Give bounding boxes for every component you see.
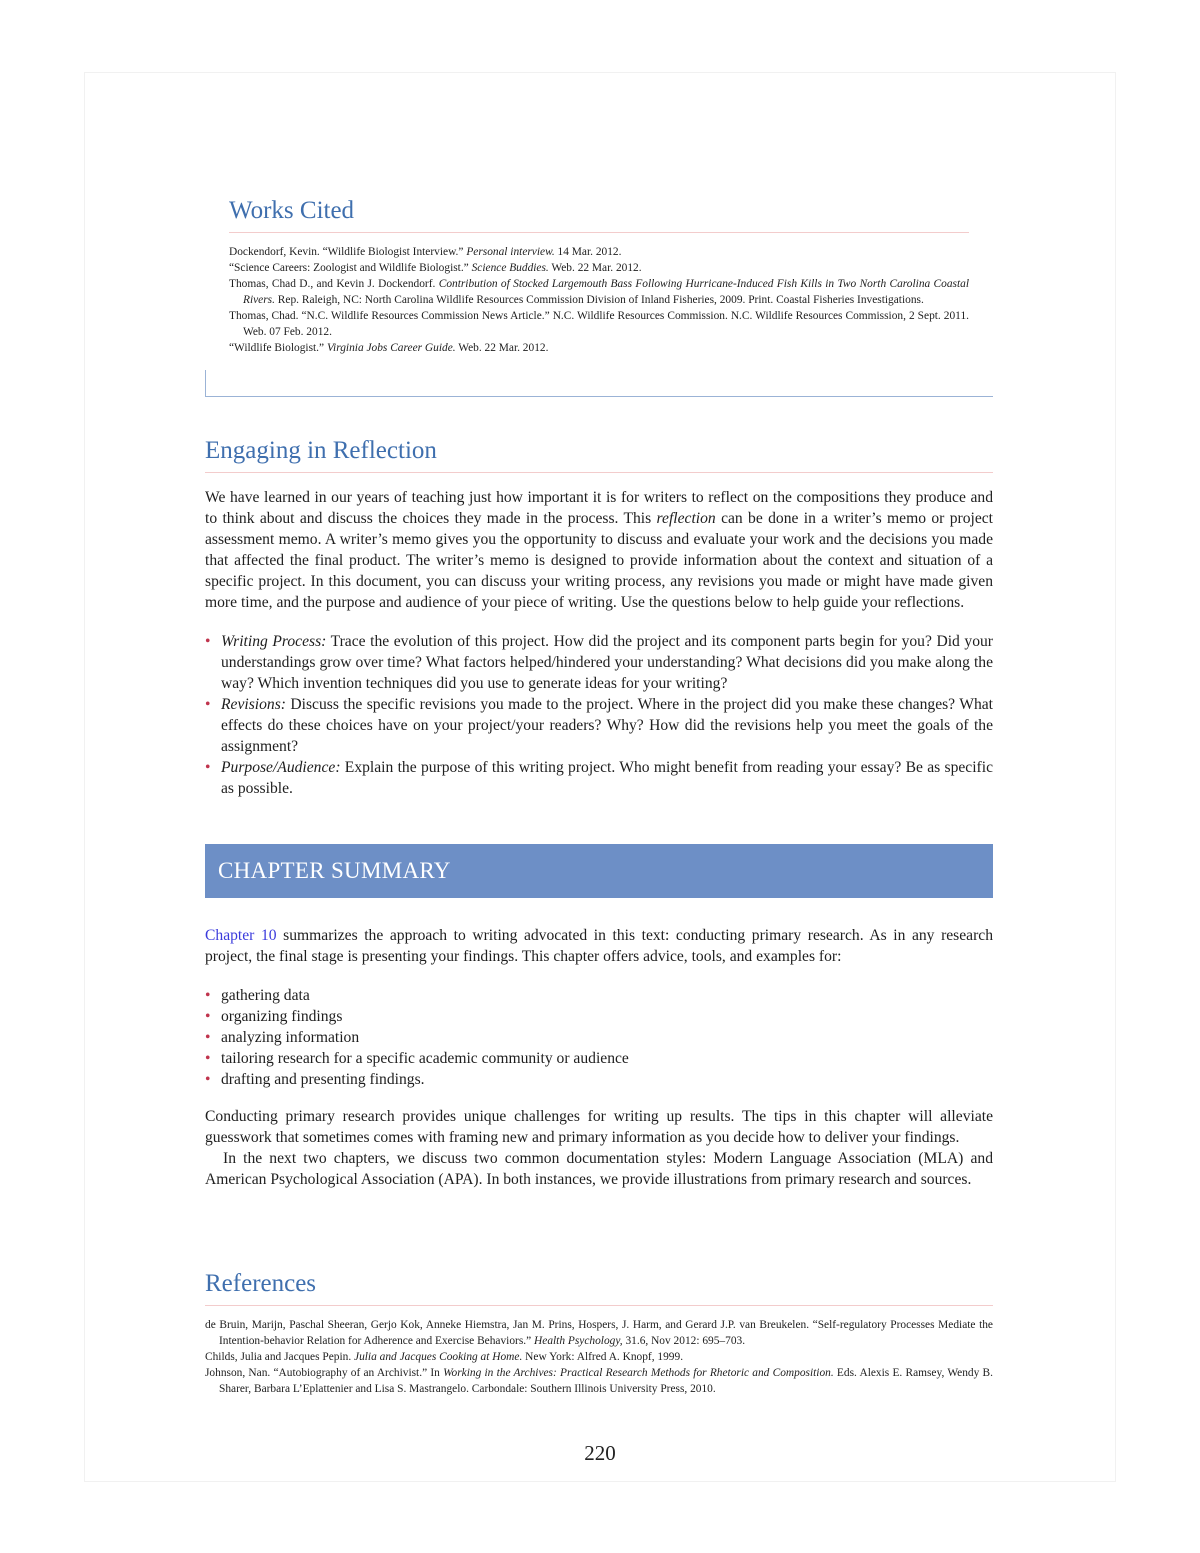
bullet-icon: •	[205, 1029, 211, 1046]
bullet-icon: •	[205, 759, 211, 776]
list-item: • analyzing information	[205, 1029, 360, 1046]
citation-entry: “Science Careers: Zoologist and Wildlife Biologist.” Science Buddies. Web. 22 Mar. 2012.	[229, 262, 642, 274]
citation-entry: Dockendorf, Kevin. “Wildlife Biologist Interview.” Personal interview. 14 Mar. 2012.	[229, 246, 622, 258]
references-list	[205, 1317, 993, 1397]
summary-list	[205, 985, 993, 1090]
summary-paragraph: Conducting primary research provides unique challenges for writing up results. The tips in this chapter will alleviate guesswork that sometimes comes with framing new and primary information as you decide how to deliver your findings.	[205, 1108, 993, 1146]
citation-entry: Thomas, Chad D., and Kevin J. Dockendorf. Contribution of Stocked Largemouth Bass Following Hurricane-Induced Fish Kills in Two North Carolina Coastal Rivers. Rep. Raleigh, NC: North Carolina Wildlife Resources Commission Division of Inland Fisheries, 2009. Print. Coastal Fisheries Investigations.	[229, 278, 970, 306]
summary-paragraph: In the next two chapters, we discuss two common documentation styles: Modern Language Association (MLA) and American Psychological Association (APA). In both instances, we provide illustrations from primary research and sources.	[205, 1150, 993, 1188]
citation-entry: “Wildlife Biologist.” Virginia Jobs Career Guide. Web. 22 Mar. 2012.	[229, 342, 549, 354]
list-item: • organizing findings	[205, 1008, 343, 1025]
chapter-summary-banner: CHAPTER SUMMARY	[205, 844, 993, 898]
heading-rule	[229, 232, 969, 233]
page-number: 220	[584, 1441, 616, 1465]
example-frame-left	[205, 370, 206, 397]
chapter-link[interactable]: Chapter 10	[205, 927, 277, 944]
reference-entry: de Bruin, Marijn, Paschal Sheeran, Gerjo Kok, Anneke Hiemstra, Jan M. Prins, Hospers, J. Harm, and Gerard J.P. van Breukelen. “Self-regulatory Processes Mediate the Intention-behavior Relation for Adherence and Exercise Behaviors.” Health Psychology, 31.6, Nov 2012: 695–703.	[205, 1319, 993, 1347]
bullet-icon: •	[205, 696, 211, 713]
list-item: • Purpose/Audience: Explain the purpose of this writing project. Who might benefit from reading your essay? Be as specific as possible.	[205, 759, 993, 797]
reflection-body	[205, 487, 993, 613]
summary-section	[205, 925, 993, 1190]
reflection-paragraph: We have learned in our years of teaching just how important it is for writers to reflect on the compositions they produce and to think about and discuss the choices they made in the process. This reflection can be done in a writer’s memo or project assessment memo. A writer’s memo gives you the opportunity to discuss and evaluate your work and the decisions you made that affected the final product. The writer’s memo is designed to provide information about the context and situation of a specific project. In this document, you can discuss your writing process, any revisions you made or might have made given more time, and the purpose and audience of your piece of writing. Use the questions below to help guide your reflections.	[205, 489, 993, 611]
works-cited-list	[229, 244, 969, 356]
bullet-icon: •	[205, 987, 211, 1004]
list-item: • gathering data	[205, 987, 310, 1004]
reference-entry: Johnson, Nan. “Autobiography of an Archivist.” In Working in the Archives: Practical Research Methods for Rhetoric and Composition. Eds. Alexis E. Ramsey, Wendy B. Sharer, Barbara L’Eplattenier and Lisa S. Mastrangelo. Carbondale: Southern Illinois University Press, 2010.	[205, 1367, 993, 1395]
reference-entry: Childs, Julia and Jacques Pepin. Julia and Jacques Cooking at Home. New York: Alfred A. Knopf, 1999.	[205, 1351, 684, 1363]
example-frame-bottom	[205, 396, 993, 397]
list-item: • Writing Process: Trace the evolution of this project. How did the project and its component parts begin for you? Did your understandings grow over time? What factors helped/hindered your understanding? What decisions did you make along the way? Which invention techniques did you use to generate ideas for your writing?	[205, 633, 993, 692]
heading-rule	[205, 1305, 993, 1306]
list-item: • Revisions: Discuss the specific revisions you made to the project. Where in the project did you make these changes? What effects do these choices have on your project/your readers? Why? How did the revisions help you meet the goals of the assignment?	[205, 696, 993, 755]
bullet-icon: •	[205, 1050, 211, 1067]
reflection-section	[205, 436, 993, 799]
list-item: • drafting and presenting findings.	[205, 1071, 425, 1088]
bullet-icon: •	[205, 1008, 211, 1025]
references-heading: References	[205, 1270, 317, 1297]
works-cited-section	[229, 196, 969, 356]
reflection-questions	[205, 631, 993, 799]
bullet-icon: •	[205, 633, 211, 650]
works-cited-heading: Works Cited	[229, 197, 355, 224]
references-section	[205, 1269, 993, 1397]
heading-rule	[205, 472, 993, 473]
list-item: • tailoring research for a specific academic community or audience	[205, 1050, 629, 1067]
reflection-heading: Engaging in Reflection	[205, 437, 437, 464]
bullet-icon: •	[205, 1071, 211, 1088]
citation-entry: Thomas, Chad. “N.C. Wildlife Resources Commission News Article.” N.C. Wildlife Resources Commission. N.C. Wildlife Resources Commission, 2 Sept. 2011. Web. 07 Feb. 2012.	[229, 310, 969, 338]
summary-intro: Chapter 10 summarizes the approach to writing advocated in this text: conducting primary research. As in any research project, the final stage is presenting your findings. This chapter offers advice, tools, and examples for:	[205, 927, 994, 965]
